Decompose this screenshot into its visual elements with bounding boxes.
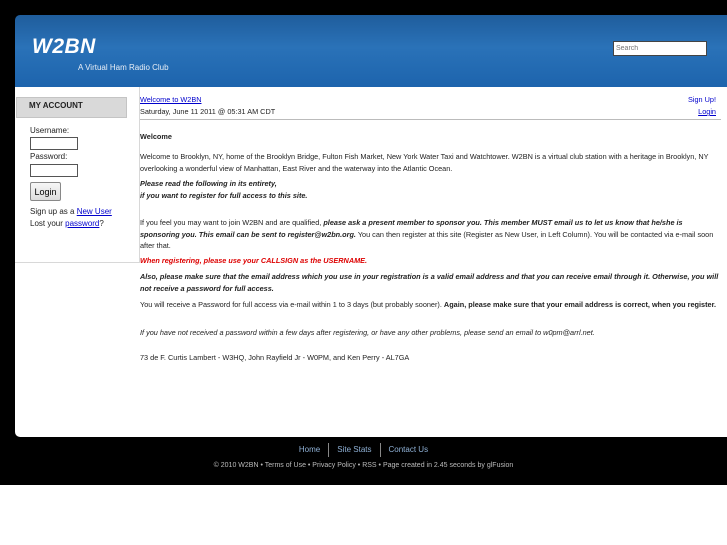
intro-paragraph: Welcome to Brooklyn, NY, home of the Brooklyn Bridge, Fulton Fish Market, New York Water Taxi and Watchtower. W2BN is a virtual club station with a heritage in Brooklyn, NY overlooking a wonderful view of Manhattan, East River and the waterway into the Atlantic Ocean. xyxy=(140,152,709,173)
signoff: 73 de F. Curtis Lambert - W3HQ, John Rayfield Jr - W0PM, and Ken Perry - AL7GA xyxy=(140,353,410,362)
footer-stats-link[interactable]: Site Stats xyxy=(337,445,372,455)
password-paragraph xyxy=(140,299,720,311)
lost-password-line xyxy=(30,219,104,228)
no-password-notice: If you have not received a password within a few days after registering, or have any other problems, please send an email to w0pm@arrl.net. xyxy=(140,328,595,337)
lost-password-link[interactable]: password xyxy=(65,219,100,228)
join-paragraph xyxy=(140,217,720,252)
content-area xyxy=(15,87,727,437)
read-notice-line2: if you want to register for full access to this site. xyxy=(140,191,308,200)
article-date: Saturday, June 11 2011 @ 05:31 AM CDT xyxy=(140,107,276,116)
signup-line xyxy=(30,207,112,216)
lost-prefix: Lost your xyxy=(30,219,66,228)
join-text-2: please ask a present member to sponsor you. This member MUST email us to let us know that he/she is sponsoring you. This email can be sent to register@w2bn.org. xyxy=(140,218,683,239)
signup-prefix: Sign up as a xyxy=(30,207,77,216)
account-title: MY ACCOUNT xyxy=(29,101,83,110)
footer-nav xyxy=(0,443,727,457)
lost-suffix: ? xyxy=(99,219,104,228)
site-title[interactable]: W2BN xyxy=(32,35,96,58)
username-field[interactable] xyxy=(30,137,78,150)
login-link[interactable]: Login xyxy=(698,107,716,116)
search-input[interactable] xyxy=(613,41,707,56)
email-valid-notice: Also, please make sure that the email address which you use in your registration is a valid email address and that you can receive email through it. Otherwise, you will not receive a password for full access. xyxy=(140,272,719,293)
callsign-warning: When registering, please use your CALLSIGN as the USERNAME. xyxy=(140,256,368,265)
password-label: Password: xyxy=(30,152,68,161)
footer-contact-link[interactable]: Contact Us xyxy=(388,445,429,455)
site-header xyxy=(15,15,727,87)
footer-copyright: © 2010 W2BN • Terms of Use • Privacy Policy • RSS • Page created in 2.45 seconds by glFusion xyxy=(213,462,514,469)
new-user-link[interactable]: New User xyxy=(76,207,112,216)
footer-separator xyxy=(380,443,381,457)
password-text-2: Again, please make sure that your email address is correct, when you register. xyxy=(443,300,717,309)
password-field[interactable] xyxy=(30,164,78,177)
join-text-3: You can then register at this site (Register as New User, in Left Column). You will be contacted via e-mail soon after that. xyxy=(140,229,714,250)
article-heading: Welcome xyxy=(140,132,172,141)
divider xyxy=(140,119,721,120)
username-label: Username: xyxy=(30,126,70,135)
site-tagline: A Virtual Ham Radio Club xyxy=(78,63,169,72)
join-text-1: If you feel you may want to join W2BN and are qualified, xyxy=(140,218,324,227)
account-sidebar xyxy=(15,87,140,263)
password-text-1: You will receive a Password for full access via e-mail within 1 to 3 days (but probably sooner). xyxy=(140,300,444,309)
login-button[interactable]: Login xyxy=(30,182,61,201)
signup-link[interactable]: Sign Up! xyxy=(688,95,716,104)
footer-separator xyxy=(328,443,329,457)
main-content xyxy=(140,87,721,437)
footer-home-link[interactable]: Home xyxy=(298,445,321,455)
breadcrumb-link[interactable]: Welcome to W2BN xyxy=(140,95,202,104)
read-notice-line1: Please read the following in its entirety, xyxy=(140,179,277,188)
